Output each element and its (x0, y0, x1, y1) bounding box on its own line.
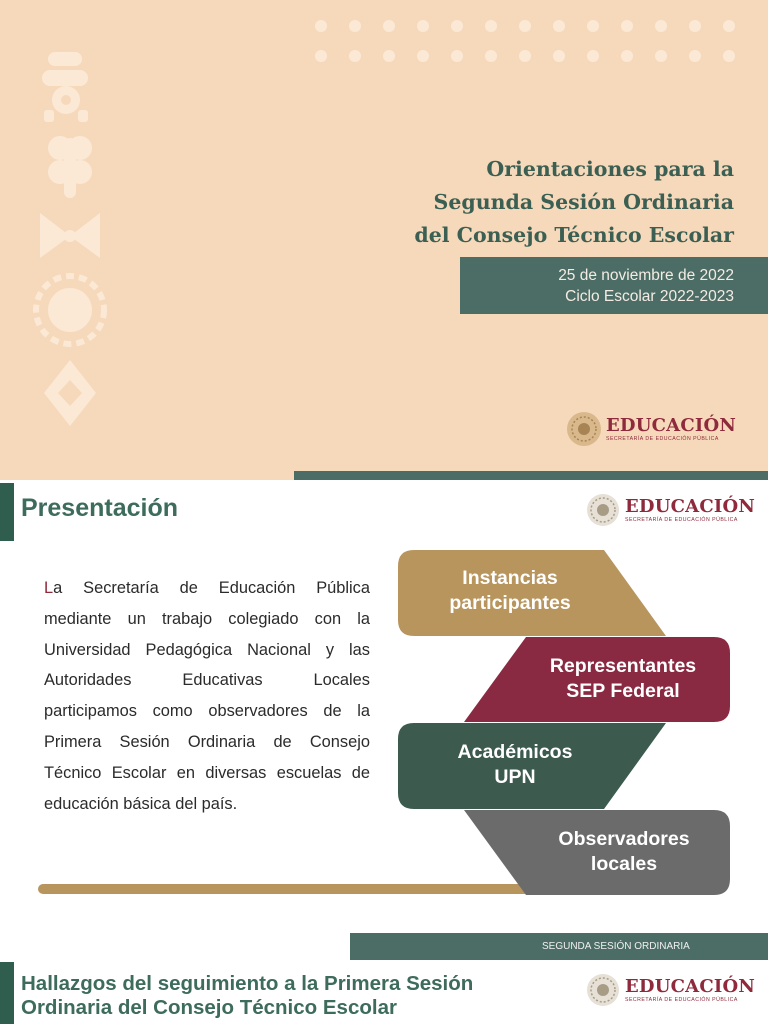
footer-text: SEGUNDA SESIÓN ORDINARIA (542, 941, 690, 952)
sep-logo-presentacion (585, 492, 755, 528)
cover-cycle: Ciclo Escolar 2022-2023 (565, 288, 734, 305)
label-observadores-line-2: locales (590, 853, 658, 875)
mexico-seal-icon (585, 492, 621, 528)
cover-title (304, 153, 734, 252)
label-representantes-line-1: Representantes (549, 655, 697, 677)
hallazgos-title (21, 972, 473, 1020)
footer-bar (350, 933, 768, 960)
label-instancias-line-2: participantes (449, 592, 571, 614)
mexico-seal-icon (566, 411, 602, 447)
title-accent-bar (0, 962, 14, 1024)
presentacion-body-text (44, 573, 370, 819)
hallazgos-slide (0, 960, 768, 1024)
sep-logo-cover (566, 411, 736, 447)
label-representantes (528, 654, 718, 704)
sep-logo-name: EDUCACIÓN (606, 415, 736, 436)
body-rest-text: a Secretaría de Educación Pública mediante un trabajo colegiado con la Universidad Pedagógica Nacional y las Autoridades Educativas Locales participamos como observadores de la Primera Sesión Ordinaria de Consejo Técnico Escolar en diversas escuelas de educación básica del país. (44, 579, 370, 813)
sep-logo-name: EDUCACIÓN (625, 496, 755, 517)
sep-logo-subtitle: SECRETARÍA DE EDUCACIÓN PÚBLICA (625, 517, 738, 523)
cover-slide (0, 0, 768, 480)
participants-diagram (398, 550, 732, 896)
presentacion-slide (0, 480, 768, 960)
sep-logo-name: EDUCACIÓN (625, 976, 755, 997)
decorative-ornament-column (30, 48, 112, 433)
cover-title-line-2: Segunda Sesión Ordinaria (433, 190, 734, 214)
sep-logo-hallazgos (585, 972, 755, 1008)
hallazgos-title-line-2: Ordinaria del Consejo Técnico Escolar (21, 996, 397, 1019)
hallazgos-title-line-1: Hallazgos del seguimiento a la Primera Sesión (21, 972, 474, 995)
mexico-seal-icon (585, 972, 621, 1008)
cover-bottom-band (294, 471, 768, 480)
cover-date: 25 de noviembre de 2022 (558, 267, 734, 284)
cover-title-line-1: Orientaciones para la (486, 157, 734, 181)
sep-logo-subtitle: SECRETARÍA DE EDUCACIÓN PÚBLICA (606, 436, 719, 442)
label-instancias (420, 566, 600, 616)
body-initial-letter: L (44, 579, 54, 597)
label-instancias-line-1: Instancias (462, 567, 558, 589)
label-academicos (420, 740, 610, 790)
label-academicos-line-2: UPN (494, 766, 536, 788)
decorative-dot-pattern (312, 16, 742, 72)
label-observadores-line-1: Observadores (558, 828, 690, 850)
sep-logo-subtitle: SECRETARÍA DE EDUCACIÓN PÚBLICA (625, 997, 738, 1003)
label-representantes-line-2: SEP Federal (566, 680, 680, 702)
cover-date-bar (460, 257, 768, 314)
label-academicos-line-1: Académicos (457, 741, 573, 763)
cover-title-line-3: del Consejo Técnico Escolar (414, 223, 734, 247)
label-observadores (534, 827, 714, 877)
presentacion-title: Presentación (21, 494, 179, 522)
title-accent-bar (0, 483, 14, 541)
